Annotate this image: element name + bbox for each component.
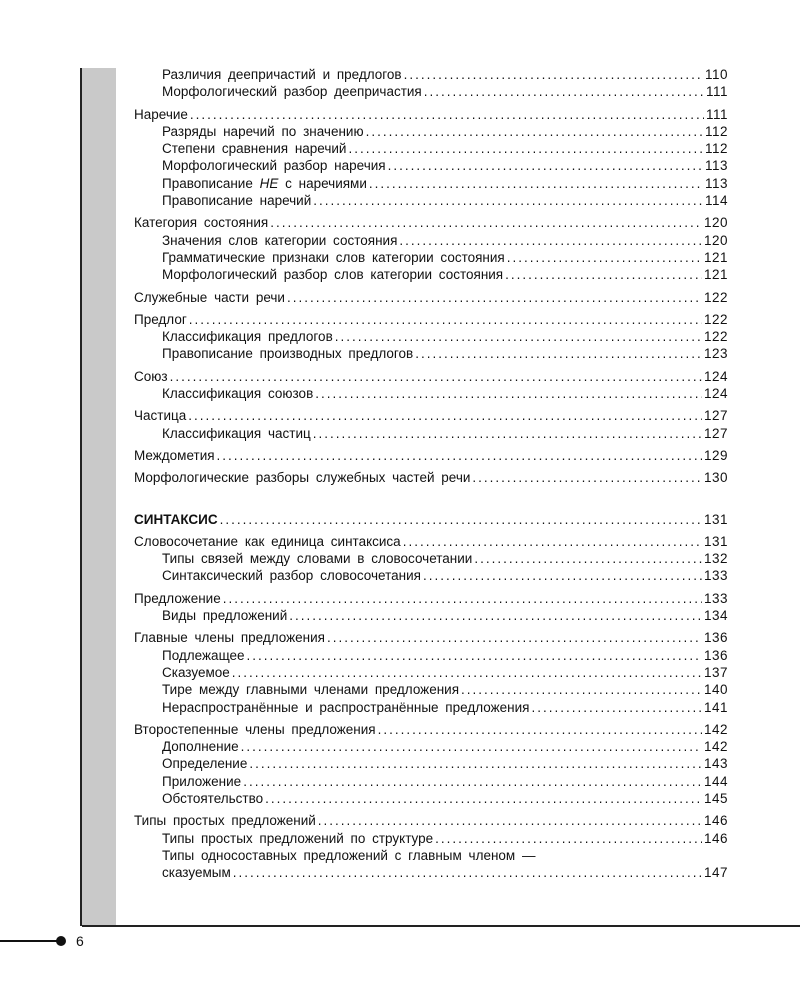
toc-entry[interactable]: [134, 157, 728, 174]
toc-entry-title: Типы односоставных предложений с главным членом —: [162, 847, 536, 863]
page-number-bullet-icon: [56, 936, 66, 946]
toc-entry[interactable]: [134, 311, 728, 328]
toc-entry-title: Приложение: [162, 773, 242, 789]
toc-entry-title: Типы простых предложений: [134, 813, 316, 829]
toc-entry-title: Классификация союзов: [162, 386, 314, 402]
toc-entry-title: Различия деепричастий и предлогов: [162, 67, 402, 82]
footer-rule: [82, 925, 800, 927]
toc-entry-page: 141: [703, 699, 728, 715]
leader-dots: [507, 249, 702, 266]
leader-dots: [220, 511, 702, 528]
toc-entry-title: Синтаксический разбор словосочетания: [162, 568, 421, 584]
toc-entry-title: Разряды наречий по значению: [162, 123, 364, 139]
toc-entry[interactable]: [134, 533, 728, 550]
toc-entry-title: Типы простых предложений по структуре: [162, 830, 434, 846]
toc-entry[interactable]: [134, 738, 728, 755]
toc-entry[interactable]: [134, 83, 728, 100]
toc-entry-page: 144: [703, 773, 728, 789]
toc-entry[interactable]: [134, 232, 728, 249]
toc-entry[interactable]: [134, 567, 728, 584]
toc-entry[interactable]: [134, 249, 728, 266]
toc-entry-page: 142: [703, 739, 728, 755]
leader-dots: [249, 755, 702, 772]
toc-entry-title-emphasis: НЕ: [259, 175, 279, 191]
toc-entry[interactable]: [134, 175, 728, 192]
toc-entry-page: 122: [703, 311, 728, 327]
toc-entry-page: 137: [703, 664, 728, 680]
leader-dots: [404, 66, 703, 83]
toc-entry-page: 142: [703, 721, 728, 737]
toc-entry-page: 145: [703, 790, 728, 806]
toc-entry[interactable]: [134, 550, 728, 567]
leader-dots: [335, 328, 702, 345]
toc-entry[interactable]: [134, 699, 728, 716]
toc-entry[interactable]: [134, 328, 728, 345]
toc-entry[interactable]: [134, 864, 728, 881]
toc-entry-title: Виды предложений: [162, 608, 288, 624]
toc-entry[interactable]: [134, 607, 728, 624]
toc-entry-page: 131: [703, 533, 728, 549]
leader-dots: [241, 738, 702, 755]
toc-entry-title: Типы связей между словами в словосочетании: [162, 551, 473, 567]
toc-entry-title: Тире между главными членами предложения: [162, 682, 460, 698]
toc-entry-page: 146: [703, 813, 728, 829]
leader-dots: [233, 864, 702, 881]
toc-entry-page: 114: [704, 193, 728, 209]
toc-entry-page: 143: [703, 756, 728, 772]
leader-dots: [348, 140, 703, 157]
toc-entry-title-start: Правописание: [162, 175, 260, 191]
leader-dots: [270, 214, 702, 231]
toc-entry-title: Второстепенные члены предложения: [134, 721, 376, 737]
toc-entry-title: Нераспространённые и распространённые предложения: [162, 699, 530, 715]
leader-dots: [243, 773, 702, 790]
toc-entry[interactable]: [134, 830, 728, 847]
toc-entry-page: 120: [703, 232, 728, 248]
leader-dots: [369, 175, 703, 192]
toc-entry-title: Классификация предлогов: [162, 329, 333, 345]
toc-entry[interactable]: [134, 106, 728, 123]
leader-dots: [223, 590, 702, 607]
toc-entry-page: 140: [703, 682, 728, 698]
toc-entry-page: 127: [703, 408, 728, 424]
toc-entry-page: 111: [705, 84, 728, 100]
leader-dots: [505, 266, 702, 283]
toc-entry[interactable]: [134, 447, 728, 464]
toc-entry-title: Морфологический разбор слов категории состояния: [162, 267, 504, 283]
toc-entry-title: Правописание наречий: [162, 193, 312, 209]
toc-entry-title: [162, 175, 367, 192]
margin-rule: [80, 68, 82, 926]
toc-entry-title: Грамматические признаки слов категории состояния: [162, 249, 505, 265]
toc-entry-page: 120: [703, 215, 728, 231]
toc-entry[interactable]: [134, 345, 728, 362]
toc-entry-page: 123: [703, 346, 728, 362]
leader-dots: [403, 533, 702, 550]
toc-entry[interactable]: [134, 289, 728, 306]
toc-entry-page: 134: [703, 608, 728, 624]
toc-entry-page: 136: [703, 630, 728, 646]
leader-dots: [415, 345, 702, 362]
leader-dots: [366, 123, 703, 140]
leader-dots: [289, 607, 702, 624]
table-of-contents: [134, 66, 728, 881]
toc-entry[interactable]: [134, 629, 728, 646]
toc-entry[interactable]: [134, 647, 728, 664]
toc-entry[interactable]: [134, 721, 728, 738]
leader-dots: [423, 567, 702, 584]
leader-dots: [472, 469, 702, 486]
toc-entry-page: 113: [704, 158, 728, 174]
leader-dots: [287, 289, 702, 306]
toc-entry-title: СИНТАКСИС: [134, 511, 218, 527]
toc-entry-title-continued: сказуемым: [162, 865, 231, 881]
toc-entry-title: Подлежащее: [162, 647, 245, 663]
leader-dots: [189, 311, 702, 328]
leader-dots: [232, 664, 702, 681]
leader-dots: [313, 425, 702, 442]
toc-entry[interactable]: [134, 140, 728, 157]
toc-entry-page: 124: [703, 386, 728, 402]
toc-entry-title: Междометия: [134, 447, 215, 463]
leader-dots: [424, 83, 704, 100]
toc-entry-page: 124: [703, 368, 728, 384]
leader-dots: [318, 812, 702, 829]
leader-dots: [474, 550, 702, 567]
toc-entry-page: 136: [703, 647, 728, 663]
toc-entry-title: Наречие: [134, 106, 188, 122]
toc-entry[interactable]: [134, 214, 728, 231]
toc-entry[interactable]: [134, 385, 728, 402]
toc-entry-page: 112: [704, 141, 728, 157]
toc-entry-title: Предлог: [134, 311, 187, 327]
toc-entry-title: Предложение: [134, 590, 221, 606]
leader-dots: [188, 407, 702, 424]
toc-entry-page: 130: [703, 470, 728, 486]
leader-dots: [531, 699, 702, 716]
leader-dots: [435, 830, 702, 847]
toc-entry[interactable]: [134, 790, 728, 807]
leader-dots: [190, 106, 704, 123]
toc-entry-title: Морфологические разборы служебных частей речи: [134, 470, 471, 486]
toc-entry-page: 131: [703, 511, 728, 527]
toc-entry-title: Союз: [134, 368, 168, 384]
toc-entry-title: Правописание производных предлогов: [162, 346, 414, 362]
toc-entry[interactable]: [134, 192, 728, 209]
toc-entry-title: Значения слов категории состояния: [162, 232, 398, 248]
toc-entry-title: Классификация частиц: [162, 425, 311, 441]
toc-entry-title: Морфологический разбор деепричастия: [162, 84, 422, 100]
leader-dots: [378, 721, 702, 738]
toc-entry-page: 121: [703, 267, 728, 283]
leader-dots: [315, 385, 702, 402]
toc-section-heading[interactable]: [134, 511, 728, 528]
toc-entry-title: Обстоятельство: [162, 790, 264, 806]
toc-entry-title: Частица: [134, 408, 187, 424]
toc-entry-page: 146: [703, 830, 728, 846]
page-number: 6: [76, 933, 84, 949]
toc-entry[interactable]: [134, 590, 728, 607]
page-number-line: [0, 940, 60, 942]
toc-entry-page: 121: [703, 249, 728, 265]
toc-entry-title: Определение: [162, 756, 248, 772]
toc-entry-page: 122: [703, 329, 728, 345]
leader-dots: [461, 681, 702, 698]
toc-entry[interactable]: [134, 425, 728, 442]
toc-entry-title: Главные члены предложения: [134, 630, 325, 646]
toc-entry[interactable]: [134, 755, 728, 772]
toc-entry[interactable]: [134, 66, 728, 83]
leader-dots: [170, 368, 702, 385]
toc-entry-page: 133: [703, 590, 728, 606]
toc-entry-page: 110: [704, 67, 728, 82]
toc-entry[interactable]: [134, 407, 728, 424]
toc-entry[interactable]: [134, 773, 728, 790]
toc-entry-page: 113: [704, 175, 728, 191]
toc-entry-title: Степени сравнения наречий: [162, 141, 347, 157]
toc-entry-page: 132: [703, 551, 728, 567]
leader-dots: [388, 157, 703, 174]
leader-dots: [217, 447, 702, 464]
toc-entry-page: 147: [703, 865, 728, 881]
toc-entry[interactable]: [134, 123, 728, 140]
toc-entry-title: Категория состояния: [134, 215, 269, 231]
margin-bar: [82, 68, 116, 926]
toc-entry-title: Морфологический разбор наречия: [162, 158, 386, 174]
leader-dots: [327, 629, 702, 646]
toc-entry[interactable]: [134, 469, 728, 486]
toc-entry[interactable]: [134, 664, 728, 681]
toc-entry-page: 127: [703, 425, 728, 441]
toc-entry-title: Сказуемое: [162, 664, 230, 680]
toc-entry[interactable]: [134, 266, 728, 283]
toc-entry-title: Словосочетание как единица синтаксиса: [134, 533, 401, 549]
leader-dots: [313, 192, 703, 209]
toc-entry-page: 112: [704, 123, 728, 139]
toc-entry-title: Служебные части речи: [134, 289, 285, 305]
leader-dots: [265, 790, 702, 807]
toc-entry[interactable]: [134, 681, 728, 698]
toc-entry[interactable]: [134, 812, 728, 829]
leader-dots: [247, 647, 702, 664]
toc-entry-page: 111: [705, 106, 728, 122]
leader-dots: [399, 232, 702, 249]
toc-entry-title: Дополнение: [162, 739, 239, 755]
toc-entry[interactable]: [134, 368, 728, 385]
toc-entry-first-line[interactable]: [134, 847, 728, 864]
toc-entry-page: 129: [703, 447, 728, 463]
toc-entry-page: 133: [703, 568, 728, 584]
toc-entry-page: 122: [703, 289, 728, 305]
toc-entry-title-end: с наречиями: [278, 175, 367, 191]
